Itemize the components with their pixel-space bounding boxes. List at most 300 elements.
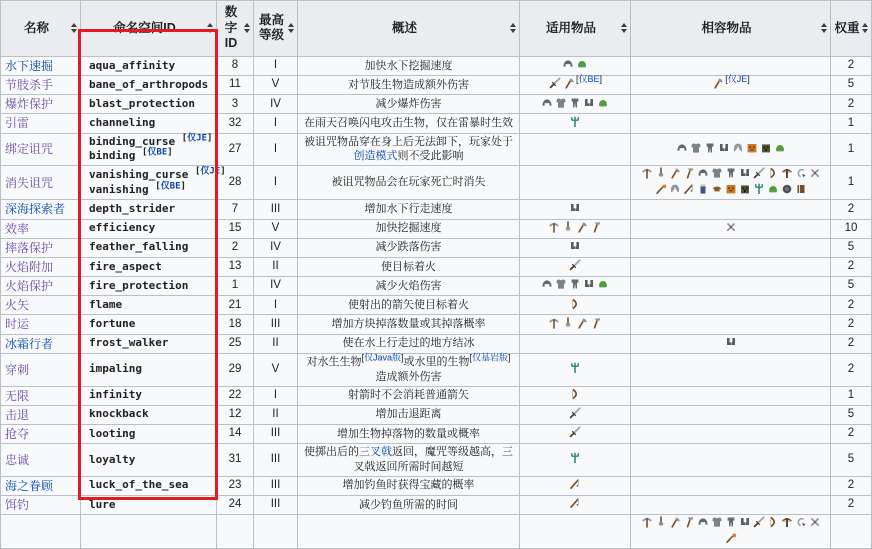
namespace-id-text: feather_falling: [89, 240, 189, 254]
trident-icon[interactable]: [569, 452, 581, 464]
turtle-shell-icon[interactable]: [774, 142, 786, 154]
enchantment-name-link[interactable]: 绑定诅咒: [5, 142, 54, 157]
bow-icon[interactable]: [767, 516, 779, 528]
edition-note: [155, 181, 186, 191]
helmet-icon[interactable]: [541, 97, 553, 109]
table-row: [1, 353, 872, 386]
column-header-label: 名称: [23, 20, 49, 35]
trident-icon[interactable]: [569, 116, 581, 128]
cell-weight: 1: [831, 133, 872, 166]
cell-overview: [298, 515, 520, 549]
namespace-id-line: [89, 298, 213, 313]
axe-icon[interactable]: [669, 516, 681, 528]
namespace-id-line: [89, 97, 213, 112]
cell-compatible-items: [631, 76, 831, 95]
cell-name: [1, 405, 81, 424]
enchantment-name-link[interactable]: 冰霜行者: [5, 336, 54, 351]
boots-icon[interactable]: [739, 516, 751, 528]
axe-icon[interactable]: [576, 317, 588, 329]
bow-icon[interactable]: [767, 167, 779, 179]
namespace-id-line: [89, 260, 213, 275]
cell-overview: [298, 353, 520, 386]
column-header-overview[interactable]: [298, 1, 520, 57]
bracket: [: [361, 352, 364, 363]
namespace-id-text: frost_walker: [89, 336, 169, 350]
hoe-icon[interactable]: [683, 167, 695, 179]
cell-weight: 2: [831, 353, 872, 386]
cell-overview: [298, 476, 520, 495]
table-row: [1, 296, 872, 315]
cell-max-level: V: [254, 353, 298, 386]
edition-note-link[interactable]: 仅Java版: [363, 352, 401, 363]
leggings-icon[interactable]: [725, 167, 737, 179]
shears-icon[interactable]: [809, 167, 821, 179]
helmet-icon[interactable]: [541, 278, 553, 290]
cell-overview: [298, 76, 520, 95]
cell-name: [1, 114, 81, 133]
cell-compatible-items: [631, 56, 831, 75]
namespace-id-text: blast_protection: [89, 96, 195, 110]
cell-weight: 1: [831, 386, 872, 405]
trident-icon[interactable]: [753, 183, 765, 195]
sort-arrows-icon[interactable]: [862, 23, 868, 33]
cell-name: [1, 277, 81, 296]
enchantment-name-link[interactable]: 抢夺: [5, 426, 30, 441]
cell-max-level: II: [254, 257, 298, 276]
overview-text: 增加方块掉落数量或其掉落概率: [331, 318, 486, 331]
turtle-shell-icon[interactable]: [576, 58, 588, 70]
cell-weight: 1: [831, 166, 872, 200]
cell-max-level: III: [254, 424, 298, 443]
cell-overview: [298, 200, 520, 219]
hoe-icon[interactable]: [590, 317, 602, 329]
chestplate-icon[interactable]: [711, 516, 723, 528]
namespace-id-text: depth_strider: [89, 202, 176, 216]
sort-arrows-icon[interactable]: [621, 23, 627, 33]
cell-weight: 2: [831, 315, 872, 334]
cell-name: [1, 444, 81, 477]
cell-compatible-items: [631, 219, 831, 238]
namespace-id-line: [89, 59, 213, 74]
cell-namespace-id: [81, 257, 217, 276]
table-row: [1, 386, 872, 405]
table-row-partial: [1, 515, 872, 549]
cell-namespace-id: [81, 238, 217, 257]
table-row: [1, 315, 872, 334]
boots-icon[interactable]: [725, 336, 737, 348]
namespace-id-line: [89, 279, 213, 294]
fishing-rod-icon[interactable]: [569, 478, 581, 490]
bracket: [: [155, 181, 161, 192]
namespace-id-line: [89, 362, 213, 377]
enchantment-name-link[interactable]: 火焰保护: [5, 279, 54, 294]
edition-note-link[interactable]: 仅BE: [578, 74, 600, 85]
cell-numeric-id: 12: [217, 405, 254, 424]
cell-weight: 2: [831, 334, 872, 353]
leggings-icon[interactable]: [569, 278, 581, 290]
overview-text: 加快挖掘速度: [375, 222, 442, 235]
turtle-shell-icon[interactable]: [597, 278, 609, 290]
column-header-label: 数字ID: [224, 5, 238, 51]
cell-max-level: I: [254, 133, 298, 166]
enchantment-name-link[interactable]: 饵钓: [5, 497, 30, 512]
sword-icon[interactable]: [569, 259, 581, 271]
head-icon[interactable]: [739, 183, 751, 195]
sort-arrows-icon[interactable]: [821, 23, 827, 33]
cell-name: [1, 424, 81, 443]
cell-weight: 1: [831, 114, 872, 133]
pickaxe-icon[interactable]: [548, 221, 560, 233]
cell-numeric-id: 32: [217, 114, 254, 133]
namespace-id-text: loyalty: [89, 452, 136, 466]
bracket: ]: [180, 181, 186, 192]
boots-icon[interactable]: [583, 97, 595, 109]
cell-namespace-id: [81, 515, 217, 549]
enchantment-name-link[interactable]: 爆炸保护: [5, 97, 54, 112]
hoe-icon[interactable]: [683, 516, 695, 528]
bracket: ]: [400, 352, 404, 363]
sword-icon[interactable]: [569, 407, 581, 419]
edition-note-link[interactable]: 仅JE: [200, 166, 221, 177]
chestplate-icon[interactable]: [555, 278, 567, 290]
cell-max-level: IV: [254, 238, 298, 257]
helmet-icon[interactable]: [697, 516, 709, 528]
column-header-label: 权重: [834, 20, 860, 35]
cell-namespace-id: [81, 334, 217, 353]
flint-steel-icon[interactable]: [795, 167, 807, 179]
table-row: [1, 114, 872, 133]
carrot-stick-icon[interactable]: [725, 532, 737, 544]
cell-overview: [298, 444, 520, 477]
table-row: [1, 277, 872, 296]
namespace-id-line: [89, 427, 213, 442]
cell-overview: [298, 495, 520, 514]
boots-icon[interactable]: [739, 167, 751, 179]
cell-applicable-items: [520, 353, 631, 386]
bracket: [: [725, 74, 728, 85]
column-header-level[interactable]: [254, 1, 298, 57]
cell-compatible-items: [631, 405, 831, 424]
overview-text: 则不受此影响: [397, 150, 464, 163]
namespace-id-text: fire_protection: [89, 278, 189, 292]
cell-compatible-items: [631, 444, 831, 477]
shovel-icon[interactable]: [655, 516, 667, 528]
enchantment-name-link[interactable]: 效率: [5, 221, 30, 236]
namespace-id-text: lure: [89, 497, 116, 511]
cell-overview: [298, 334, 520, 353]
cell-applicable-items: [520, 386, 631, 405]
trident-icon[interactable]: [569, 362, 581, 374]
sort-arrows-icon[interactable]: [510, 23, 516, 33]
cell-overview: [298, 277, 520, 296]
cell-compatible-items: [631, 296, 831, 315]
pumpkin-icon[interactable]: [725, 183, 737, 195]
namespace-id-line: [89, 317, 213, 332]
column-header-id[interactable]: [81, 1, 217, 57]
edition-note: [576, 75, 602, 85]
sword-icon[interactable]: [753, 516, 765, 528]
saddle-icon[interactable]: [711, 183, 723, 195]
overview-text: 使掷出后的: [304, 446, 359, 459]
namespace-id-line: [89, 336, 213, 351]
cell-compatible-items: [631, 166, 831, 200]
cell-weight: 5: [831, 444, 872, 477]
flint-steel-icon[interactable]: [795, 516, 807, 528]
chestplate-icon[interactable]: [555, 97, 567, 109]
shovel-icon[interactable]: [562, 317, 574, 329]
cell-applicable-items: [520, 476, 631, 495]
cell-max-level: III: [254, 315, 298, 334]
cell-name: [1, 56, 81, 75]
edition-note-link[interactable]: 仅JE: [187, 132, 207, 143]
chestplate-icon[interactable]: [711, 167, 723, 179]
cell-weight: 2: [831, 56, 872, 75]
overview-text: 加快水下挖掘速度: [364, 59, 453, 72]
cell-applicable-items: [520, 133, 631, 166]
boots-icon[interactable]: [583, 278, 595, 290]
cell-applicable-items: [520, 219, 631, 238]
crossbow-icon[interactable]: [781, 516, 793, 528]
pickaxe-icon[interactable]: [641, 516, 653, 528]
cell-name: [1, 296, 81, 315]
table-row: [1, 495, 872, 514]
column-header-applicable[interactable]: [520, 1, 631, 57]
cell-max-level: V: [254, 76, 298, 95]
sort-arrows-icon[interactable]: [244, 23, 250, 33]
edition-note-link[interactable]: 仅BE: [147, 147, 168, 158]
helmet-icon[interactable]: [562, 58, 574, 70]
column-header-num[interactable]: [217, 1, 254, 57]
cell-max-level: I: [254, 386, 298, 405]
boots-icon[interactable]: [569, 202, 581, 214]
sword-icon[interactable]: [753, 167, 765, 179]
cell-compatible-items: [631, 334, 831, 353]
enchantment-name-link[interactable]: 穿刺: [5, 362, 30, 377]
column-header-weight[interactable]: [831, 1, 872, 57]
cell-numeric-id: 18: [217, 315, 254, 334]
bracket: [: [194, 166, 201, 177]
cell-weight: [831, 515, 872, 549]
cell-max-level: IV: [254, 95, 298, 114]
cell-namespace-id: [81, 353, 217, 386]
namespace-id-line: [89, 166, 226, 183]
cell-namespace-id: [81, 386, 217, 405]
cell-applicable-items: [520, 56, 631, 75]
shield-icon[interactable]: [781, 183, 793, 195]
enchantment-name-link[interactable]: 击退: [5, 407, 30, 422]
carrot-stick-icon[interactable]: [655, 183, 667, 195]
enchantment-name-link[interactable]: 深海探索者: [5, 202, 66, 217]
book-icon[interactable]: [795, 183, 807, 195]
overview-text: 增加水下行走速度: [364, 203, 453, 216]
enchantment-name-link[interactable]: 海之眷顾: [5, 478, 54, 493]
turtle-shell-icon[interactable]: [767, 183, 779, 195]
cell-name: [1, 166, 81, 200]
edition-note: [195, 166, 226, 176]
namespace-id-text: looting: [89, 426, 136, 440]
bracket: [: [141, 147, 148, 158]
boots-icon[interactable]: [718, 142, 730, 154]
enchantment-name-link[interactable]: 火矢: [5, 298, 30, 313]
overview-text: 增加钓鱼时获得宝藏的概率: [342, 479, 475, 492]
cell-namespace-id: [81, 166, 226, 200]
edition-note-link[interactable]: 仅BE: [160, 181, 181, 192]
overview-text: 射箭时不会消耗普通箭矢: [348, 389, 469, 402]
overview-text: 增加击退距离: [375, 408, 442, 421]
namespace-id-text: infinity: [89, 388, 142, 402]
column-header-label: 适用物品: [545, 20, 596, 35]
pickaxe-icon[interactable]: [548, 317, 560, 329]
cell-name: [1, 476, 81, 495]
axe-icon[interactable]: [563, 77, 575, 89]
pumpkin-icon[interactable]: [746, 142, 758, 154]
overview-inline-link[interactable]: 三叉戟: [359, 446, 392, 459]
cell-weight: 5: [831, 238, 872, 257]
cell-compatible-items: [631, 257, 831, 276]
sort-arrows-icon[interactable]: [207, 23, 213, 33]
table-row: [1, 405, 872, 424]
column-header-label: 概述: [391, 20, 417, 35]
overview-text: 被诅咒物品穿在身上后无法卸下，玩家处于: [304, 135, 513, 148]
cell-weight: 2: [831, 95, 872, 114]
namespace-id-line: [89, 498, 213, 513]
cell-overview: [298, 56, 520, 75]
edition-note: [182, 133, 213, 143]
overview-text: 使射出的箭矢使目标着火: [348, 298, 469, 311]
cell-overview: [298, 315, 520, 334]
enchantment-name-link[interactable]: 水下速掘: [5, 58, 54, 73]
cell-numeric-id: 22: [217, 386, 254, 405]
cell-overview: [298, 386, 520, 405]
cell-name: [1, 133, 81, 166]
fishing-rod-icon[interactable]: [683, 183, 695, 195]
namespace-id-text: impaling: [89, 362, 142, 376]
helmet-icon[interactable]: [697, 167, 709, 179]
elytra-icon[interactable]: [732, 142, 744, 154]
pickaxe-icon[interactable]: [641, 167, 653, 179]
cell-max-level: [254, 515, 298, 549]
cell-applicable-items: [520, 76, 631, 95]
column-header-label: 命名空间ID: [113, 20, 176, 35]
edition-note: [470, 352, 511, 362]
cell-numeric-id: 3: [217, 95, 254, 114]
sword-icon[interactable]: [569, 426, 581, 438]
cell-max-level: II: [254, 405, 298, 424]
namespace-id-line: [89, 407, 213, 422]
enchantment-name-link[interactable]: 引雷: [5, 116, 30, 131]
shovel-icon[interactable]: [655, 167, 667, 179]
overview-text: 被诅咒物品会在玩家死亡时消失: [331, 176, 486, 189]
banner-icon[interactable]: [697, 183, 709, 195]
cell-overview: [298, 95, 520, 114]
cell-compatible-items: [631, 495, 831, 514]
namespace-id-line: [89, 221, 213, 236]
overview-text: 减少火焰伤害: [375, 279, 442, 292]
cell-compatible-items: [631, 95, 831, 114]
bow-icon[interactable]: [569, 388, 581, 400]
cell-name: [1, 200, 81, 219]
namespace-id-text: luck_of_the_sea: [89, 478, 189, 492]
enchantment-name-link[interactable]: 摔落保护: [5, 240, 54, 255]
cell-name: [1, 315, 81, 334]
namespace-id-text: binding_curse: [89, 134, 176, 148]
axe-icon[interactable]: [712, 77, 724, 89]
turtle-shell-icon[interactable]: [597, 97, 609, 109]
bow-icon[interactable]: [569, 298, 581, 310]
namespace-id-text: vanishing: [89, 182, 149, 196]
namespace-id-line: [89, 478, 213, 493]
leggings-icon[interactable]: [704, 142, 716, 154]
head-icon[interactable]: [760, 142, 772, 154]
enchantment-name-link[interactable]: 时运: [5, 317, 30, 332]
sort-arrows-icon[interactable]: [71, 23, 77, 33]
leggings-icon[interactable]: [725, 516, 737, 528]
sword-icon[interactable]: [549, 77, 561, 89]
shears-icon[interactable]: [809, 516, 821, 528]
cell-overview: [298, 296, 520, 315]
overview-inline-link[interactable]: 创造模式: [353, 150, 398, 163]
cell-namespace-id: [81, 133, 217, 166]
crossbow-icon[interactable]: [781, 167, 793, 179]
edition-note-link[interactable]: 仅JE: [727, 74, 748, 85]
cell-numeric-id: 27: [217, 133, 254, 166]
cell-applicable-items: [520, 166, 631, 200]
cell-numeric-id: 31: [217, 444, 254, 477]
enchantment-name-link[interactable]: 火焰附加: [5, 259, 54, 274]
namespace-id-text: flame: [89, 297, 123, 311]
cell-name: [1, 76, 81, 95]
table-row: [1, 476, 872, 495]
cell-applicable-items: [520, 315, 631, 334]
enchantment-name-link[interactable]: 节肢杀手: [5, 78, 54, 93]
shovel-icon[interactable]: [562, 221, 574, 233]
overview-text: 使目标着火: [381, 260, 436, 273]
boots-icon[interactable]: [569, 240, 581, 252]
namespace-id-line: [89, 202, 213, 217]
leggings-icon[interactable]: [569, 97, 581, 109]
cell-max-level: IV: [254, 277, 298, 296]
cell-compatible-items: [631, 114, 831, 133]
fishing-rod-icon[interactable]: [569, 497, 581, 509]
hoe-icon[interactable]: [590, 221, 602, 233]
table-row: [1, 238, 872, 257]
shears-icon[interactable]: [725, 221, 737, 233]
cell-numeric-id: 7: [217, 200, 254, 219]
cell-max-level: I: [254, 166, 298, 200]
cell-numeric-id: 15: [217, 219, 254, 238]
overview-text: 或水里的生物: [403, 355, 470, 368]
cell-compatible-items: [631, 386, 831, 405]
cell-numeric-id: 25: [217, 334, 254, 353]
column-header-name[interactable]: [1, 1, 81, 57]
cell-applicable-items: [520, 277, 631, 296]
sort-arrows-icon[interactable]: [288, 23, 294, 33]
axe-icon[interactable]: [576, 221, 588, 233]
helmet-icon[interactable]: [676, 142, 688, 154]
edition-note-link[interactable]: 仅基岩版: [472, 352, 509, 363]
axe-icon[interactable]: [669, 167, 681, 179]
elytra-icon[interactable]: [669, 183, 681, 195]
enchantment-name-link[interactable]: 无限: [5, 388, 30, 403]
enchantment-name-link[interactable]: 忠诚: [5, 452, 30, 467]
cell-max-level: III: [254, 476, 298, 495]
column-header-compatible[interactable]: [631, 1, 831, 57]
chestplate-icon[interactable]: [690, 142, 702, 154]
enchantment-name-link[interactable]: 消失诅咒: [5, 175, 54, 190]
cell-weight: 5: [831, 76, 872, 95]
cell-name: [1, 353, 81, 386]
cell-overview: [298, 166, 520, 200]
